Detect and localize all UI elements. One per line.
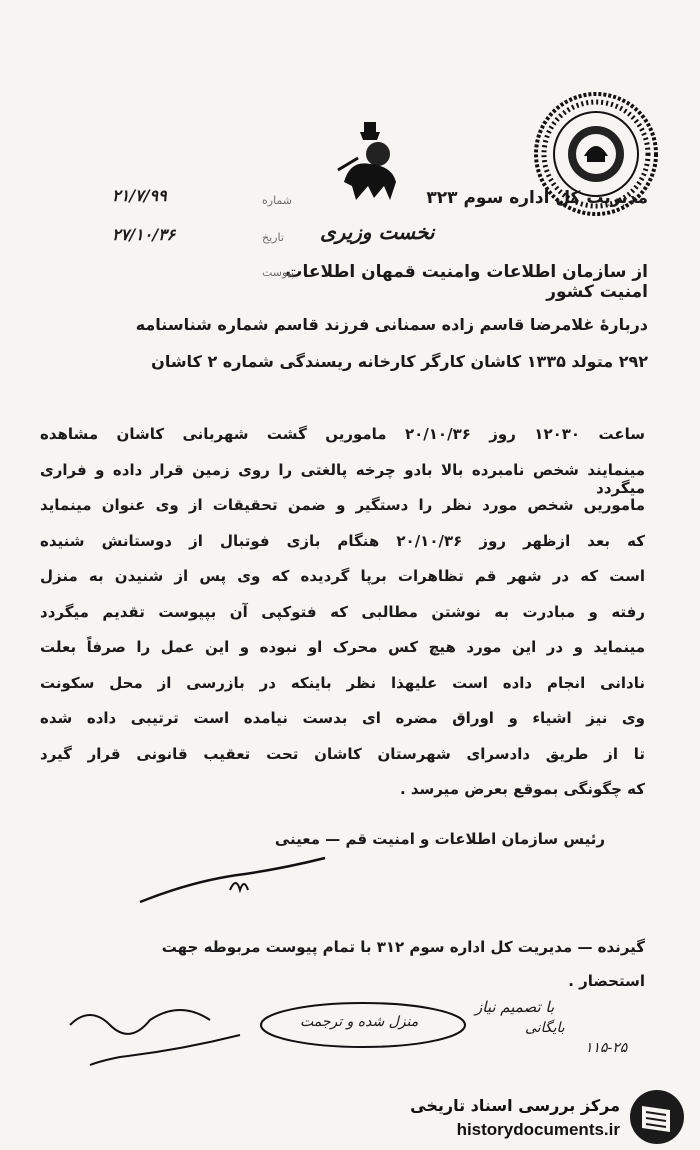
body-line: که چگونگی بموقع بعرض میرسد . [399, 780, 645, 798]
emblem-caption: نخست وزیری [320, 220, 435, 244]
archive-logo [628, 1088, 686, 1146]
number-value: ۲۱/۷/۹۹ [112, 186, 167, 205]
date-value: ۲۷/۱۰/۳۶ [112, 225, 176, 244]
directorate-line: مدیریت کل اداره سوم ۳۲۳ [426, 188, 648, 208]
body-line: رفته و مبادرت به نوشتن مطالبی که فتوکپی آن بپیوست تقدیم میگردد [40, 602, 645, 621]
left-handwritten-note: با تصمیم نیاز [475, 998, 555, 1016]
signatory-title: رئیس سازمان اطلاعات و امنیت قم — معینی [274, 830, 605, 848]
right-handwritten-note: بایگانی [525, 1020, 565, 1036]
archive-url[interactable]: historydocuments.ir [456, 1120, 620, 1139]
body-line: ماموریں شخص مورد نظر را دستگیر و ضمن تحقیقات از وی عنوان مینماید [40, 496, 645, 514]
body-line: که بعد ازظهر روز ۲۰/۱۰/۳۶ هنگام بازی فوتبال از دوستانش شنیده [40, 531, 645, 550]
organization-line: از سازمان اطلاعات وامنیت قمهان اطلاعات امنیت کشور [285, 262, 648, 302]
body-line: ساعت ۱۲۰۳۰ روز ۲۰/۱۰/۳۶ ماموریں گشت شهربانی کاشان مشاهده [40, 425, 645, 443]
archive-name: مرکز بررسی اسناد تاریخی [410, 1096, 620, 1115]
number-label: شماره [262, 194, 293, 207]
body-line: تا از طریق دادسرای شهرستان کاشان تحت تعقیب قانونی قرار گیرد [40, 744, 645, 763]
handwritten-signature [135, 850, 335, 910]
attachment-label: پیوست [262, 266, 295, 279]
body-line: مینماید و در این مورد هیچ کس محرک او نبوده و این عمل را صرفاً بعلت [40, 638, 645, 656]
body-line: است که در شهر قم تظاهرات برپا گردیده که وی پس از شنیدن به منزل [40, 567, 645, 585]
subject-line-1: دربارهٔ غلامرضا قاسم زاده سمنانی فرزند قاسم شماره شناسنامه [135, 315, 648, 334]
subject-line-2: ۲۹۲ متولد ۱۳۳۵ کاشان کارگر کارخانه ریسندگی شماره ۲ کاشان [151, 352, 648, 371]
archive-number-note: ۱۱۵-۲۵ [585, 1040, 628, 1056]
recipients-line-2: استحضار . [568, 972, 645, 990]
recipients-line-1: گیرنده — مدیریت کل اداره سوم ۳۱۲ با تمام پیوست مربوطه جهت [161, 938, 645, 956]
body-line: مینمایند شخص نامبرده بالا بادو چرخه پالغتی را روی زمین قرار داده و فراری میگردد [40, 460, 645, 497]
body-line: نادانی انجام داده است علیهذا نظر باینکه در بازرسی از محل سکونت [40, 673, 645, 692]
handwritten-scribble [60, 995, 260, 1075]
body-line: وی نیز اشیاء و اوراق مضره ای بدست نیامده است ترتیبی داده شده [40, 709, 645, 727]
lion-and-sun-emblem [330, 120, 410, 215]
date-label: تاریخ [262, 231, 284, 244]
oval-stamp-text: منزل شده و ترجمت [300, 1014, 419, 1030]
